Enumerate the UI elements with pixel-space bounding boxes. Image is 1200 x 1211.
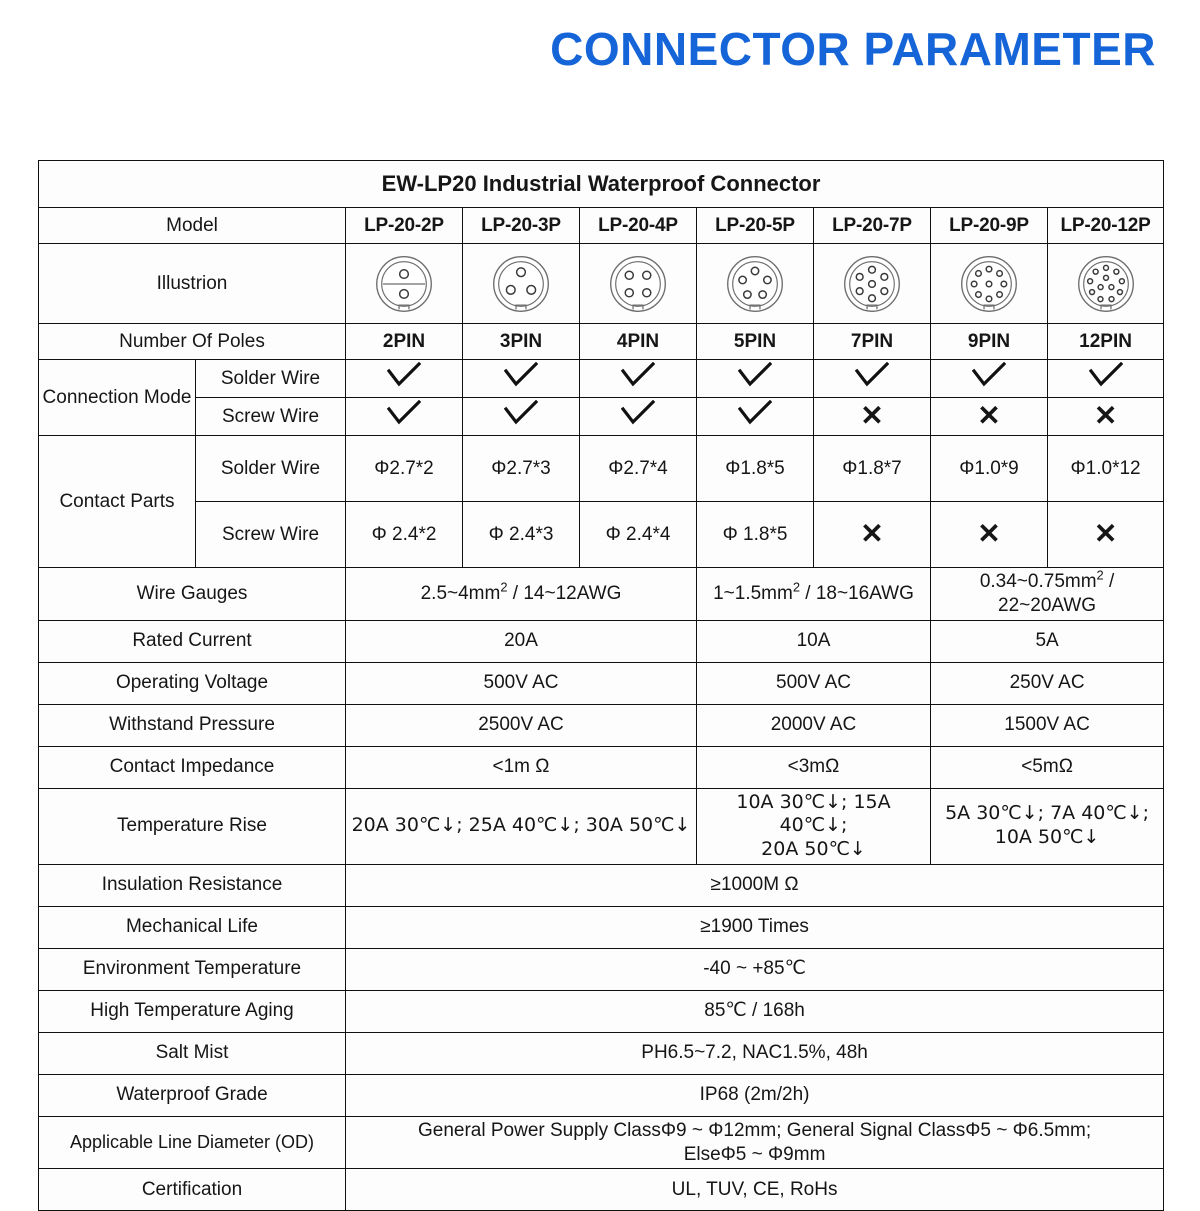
row-label-model: Model (39, 208, 346, 244)
operating-voltage-group-1: 500V AC (697, 662, 931, 704)
mode-screw-cell-0 (346, 398, 463, 436)
mode-solder-cell-3 (697, 360, 814, 398)
contact-impedance-row (39, 746, 1164, 788)
connector-face-icon-2pin (349, 253, 459, 315)
insulation-resistance-row (39, 864, 1164, 906)
applicable-line-diameter-row (39, 1116, 1164, 1169)
check-icon (1089, 362, 1123, 388)
poles-cell-6: 12PIN (1048, 324, 1164, 360)
contact-solder-cell-2: Φ2.7*4 (580, 436, 697, 502)
mechanical-life-value: ≥1900 Times (346, 906, 1164, 948)
row-label-illustration: Illustrion (39, 244, 346, 324)
wire-gauges-group-0: $2.5\sim 4mm^2$ / 14~12AWG (346, 568, 697, 621)
withstand-pressure-row (39, 704, 1164, 746)
row-label-wire-gauges: Wire Gauges (39, 568, 346, 621)
contact-solder-cell-5: Φ1.0*9 (931, 436, 1048, 502)
contact-impedance-group-2: <5mΩ (931, 746, 1164, 788)
waterproof-grade-value: IP68 (2m/2h) (346, 1074, 1164, 1116)
poles-cell-0: 2PIN (346, 324, 463, 360)
contact-screw-cell-2: Φ 2.4*4 (580, 502, 697, 568)
environment-temperature-value: -40 ~ +85℃ (346, 948, 1164, 990)
check-icon (387, 362, 421, 388)
mechanical-life-row (39, 906, 1164, 948)
poles-row (39, 324, 1164, 360)
contact-solder-cell-0: Φ2.7*2 (346, 436, 463, 502)
contact-screw-cell-6 (1048, 502, 1164, 568)
mode-solder-cell-5 (931, 360, 1048, 398)
operating-voltage-group-0: 500V AC (346, 662, 697, 704)
row-label-temperature-rise: Temperature Rise (39, 788, 346, 864)
model-cell-0: LP-20-2P (346, 208, 463, 244)
withstand-pressure-group-2: 1500V AC (931, 704, 1164, 746)
certification-value: UL, TUV, CE, RoHs (346, 1169, 1164, 1211)
mode-screw-cell-4 (814, 398, 931, 436)
temperature-rise-group-2: 5A 30℃↓; 7A 40℃↓; 10A 50℃↓ (931, 788, 1164, 864)
cross-icon: ✕ (977, 517, 1001, 549)
contact-solder-cell-1: Φ2.7*3 (463, 436, 580, 502)
cross-icon: ✕ (860, 517, 884, 549)
temperature-rise-row (39, 788, 1164, 864)
insulation-resistance-value: ≥1000M Ω (346, 864, 1164, 906)
illustration-cell-1 (463, 244, 580, 324)
row-label-insulation-resistance: Insulation Resistance (39, 864, 346, 906)
contact-solder-cell-3: Φ1.8*5 (697, 436, 814, 502)
illustration-row (39, 244, 1164, 324)
withstand-pressure-group-0: 2500V AC (346, 704, 697, 746)
connector-face-icon-9pin (934, 253, 1044, 315)
check-icon (387, 400, 421, 426)
illustration-cell-2 (580, 244, 697, 324)
sub-label-screw-wire-contact: Screw Wire (196, 502, 346, 568)
contact-solder-cell-4: Φ1.8*7 (814, 436, 931, 502)
rated-current-group-1: 10A (697, 620, 931, 662)
poles-cell-5: 9PIN (931, 324, 1048, 360)
table-caption: EW-LP20 Industrial Waterproof Connector (39, 161, 1164, 208)
row-label-salt-mist: Salt Mist (39, 1032, 346, 1074)
mode-screw-cell-5 (931, 398, 1048, 436)
applicable-line-diameter-value: General Power Supply ClassΦ9 ~ Φ12mm; General Signal ClassΦ5 ~ Φ6.5mm; ElseΦ5 ~ Φ9mm (346, 1116, 1164, 1169)
mode-solder-cell-4 (814, 360, 931, 398)
connector-face-icon-3pin (466, 253, 576, 315)
model-cell-5: LP-20-9P (931, 208, 1048, 244)
poles-cell-1: 3PIN (463, 324, 580, 360)
check-icon (855, 362, 889, 388)
model-cell-6: LP-20-12P (1048, 208, 1164, 244)
model-cell-4: LP-20-7P (814, 208, 931, 244)
sub-label-screw-wire-mode: Screw Wire (196, 398, 346, 436)
illustration-cell-3 (697, 244, 814, 324)
page-title (550, 22, 1156, 76)
contact-screw-cell-0: Φ 2.4*2 (346, 502, 463, 568)
cross-icon: ✕ (977, 399, 1001, 431)
environment-temperature-row (39, 948, 1164, 990)
row-label-withstand-pressure: Withstand Pressure (39, 704, 346, 746)
operating-voltage-group-2: 250V AC (931, 662, 1164, 704)
mode-solder-cell-2 (580, 360, 697, 398)
connector-spec-table (38, 160, 1164, 1211)
cross-icon: ✕ (1093, 399, 1118, 431)
illustration-cell-5 (931, 244, 1048, 324)
mode-solder-cell-1 (463, 360, 580, 398)
sub-label-solder-wire-mode: Solder Wire (196, 360, 346, 398)
mode-screw-cell-1 (463, 398, 580, 436)
mode-screw-cell-6 (1048, 398, 1164, 436)
contact-screw-cell-3: Φ 1.8*5 (697, 502, 814, 568)
poles-cell-3: 5PIN (697, 324, 814, 360)
rated-current-group-0: 20A (346, 620, 697, 662)
illustration-cell-6 (1048, 244, 1164, 324)
page-title-text: CONNECTOR PARAMETER (550, 23, 1156, 75)
mode-solder-cell-6 (1048, 360, 1164, 398)
illustration-cell-0 (346, 244, 463, 324)
row-label-mechanical-life: Mechanical Life (39, 906, 346, 948)
temperature-rise-group-0: 20A 30℃↓; 25A 40℃↓; 30A 50℃↓ (346, 788, 697, 864)
mode-solder-cell-0 (346, 360, 463, 398)
operating-voltage-row (39, 662, 1164, 704)
cross-icon: ✕ (1093, 517, 1118, 549)
contact-parts-solder-row (39, 436, 1164, 502)
high-temperature-aging-value: 85℃ / 168h (346, 990, 1164, 1032)
contact-impedance-group-0: <1m Ω (346, 746, 697, 788)
check-icon (738, 400, 772, 426)
certification-row (39, 1169, 1164, 1211)
row-label-contact-impedance: Contact Impedance (39, 746, 346, 788)
rated-current-row (39, 620, 1164, 662)
contact-parts-screw-row (39, 502, 1164, 568)
model-cell-3: LP-20-5P (697, 208, 814, 244)
row-label-environment-temperature: Environment Temperature (39, 948, 346, 990)
mode-screw-cell-2 (580, 398, 697, 436)
connector-face-icon-12pin (1051, 253, 1160, 315)
illustration-cell-4 (814, 244, 931, 324)
rated-current-group-2: 5A (931, 620, 1164, 662)
row-label-high-temperature-aging: High Temperature Aging (39, 990, 346, 1032)
check-icon (504, 362, 538, 388)
mode-screw-cell-3 (697, 398, 814, 436)
withstand-pressure-group-1: 2000V AC (697, 704, 931, 746)
check-icon (738, 362, 772, 388)
row-label-operating-voltage: Operating Voltage (39, 662, 346, 704)
wire-gauges-row (39, 568, 1164, 621)
row-label-applicable-line-diameter: Applicable Line Diameter (OD) (39, 1116, 346, 1169)
contact-screw-cell-4 (814, 502, 931, 568)
connector-face-icon-7pin (817, 253, 927, 315)
row-label-poles: Number Of Poles (39, 324, 346, 360)
wire-gauges-group-1: $1\sim 1.5mm^2$ / 18~16AWG (697, 568, 931, 621)
connection-mode-screw-row (39, 398, 1164, 436)
model-cell-1: LP-20-3P (463, 208, 580, 244)
model-cell-2: LP-20-4P (580, 208, 697, 244)
table-caption-row (39, 161, 1164, 208)
connector-face-icon-5pin (700, 253, 810, 315)
poles-cell-2: 4PIN (580, 324, 697, 360)
wire-gauges-group-2: $0.34\sim 0.75mm^2$ / 22~20AWG (931, 568, 1164, 621)
row-label-waterproof-grade: Waterproof Grade (39, 1074, 346, 1116)
row-label-rated-current: Rated Current (39, 620, 346, 662)
poles-cell-4: 7PIN (814, 324, 931, 360)
check-icon (972, 362, 1006, 388)
contact-screw-cell-5 (931, 502, 1048, 568)
model-row (39, 208, 1164, 244)
waterproof-grade-row (39, 1074, 1164, 1116)
cross-icon: ✕ (860, 399, 884, 431)
row-label-certification: Certification (39, 1169, 346, 1211)
row-label-connection-mode: Connection Mode (39, 360, 196, 436)
check-icon (621, 400, 655, 426)
contact-solder-cell-6: Φ1.0*12 (1048, 436, 1164, 502)
connection-mode-solder-row (39, 360, 1164, 398)
contact-impedance-group-1: <3mΩ (697, 746, 931, 788)
salt-mist-value: PH6.5~7.2, NAC1.5%, 48h (346, 1032, 1164, 1074)
row-label-contact-parts: Contact Parts (39, 436, 196, 568)
check-icon (621, 362, 655, 388)
salt-mist-row (39, 1032, 1164, 1074)
contact-screw-cell-1: Φ 2.4*3 (463, 502, 580, 568)
sub-label-solder-wire-contact: Solder Wire (196, 436, 346, 502)
check-icon (504, 400, 538, 426)
temperature-rise-group-1: 10A 30℃↓; 15A 40℃↓; 20A 50℃↓ (697, 788, 931, 864)
high-temperature-aging-row (39, 990, 1164, 1032)
connector-face-icon-4pin (583, 253, 693, 315)
